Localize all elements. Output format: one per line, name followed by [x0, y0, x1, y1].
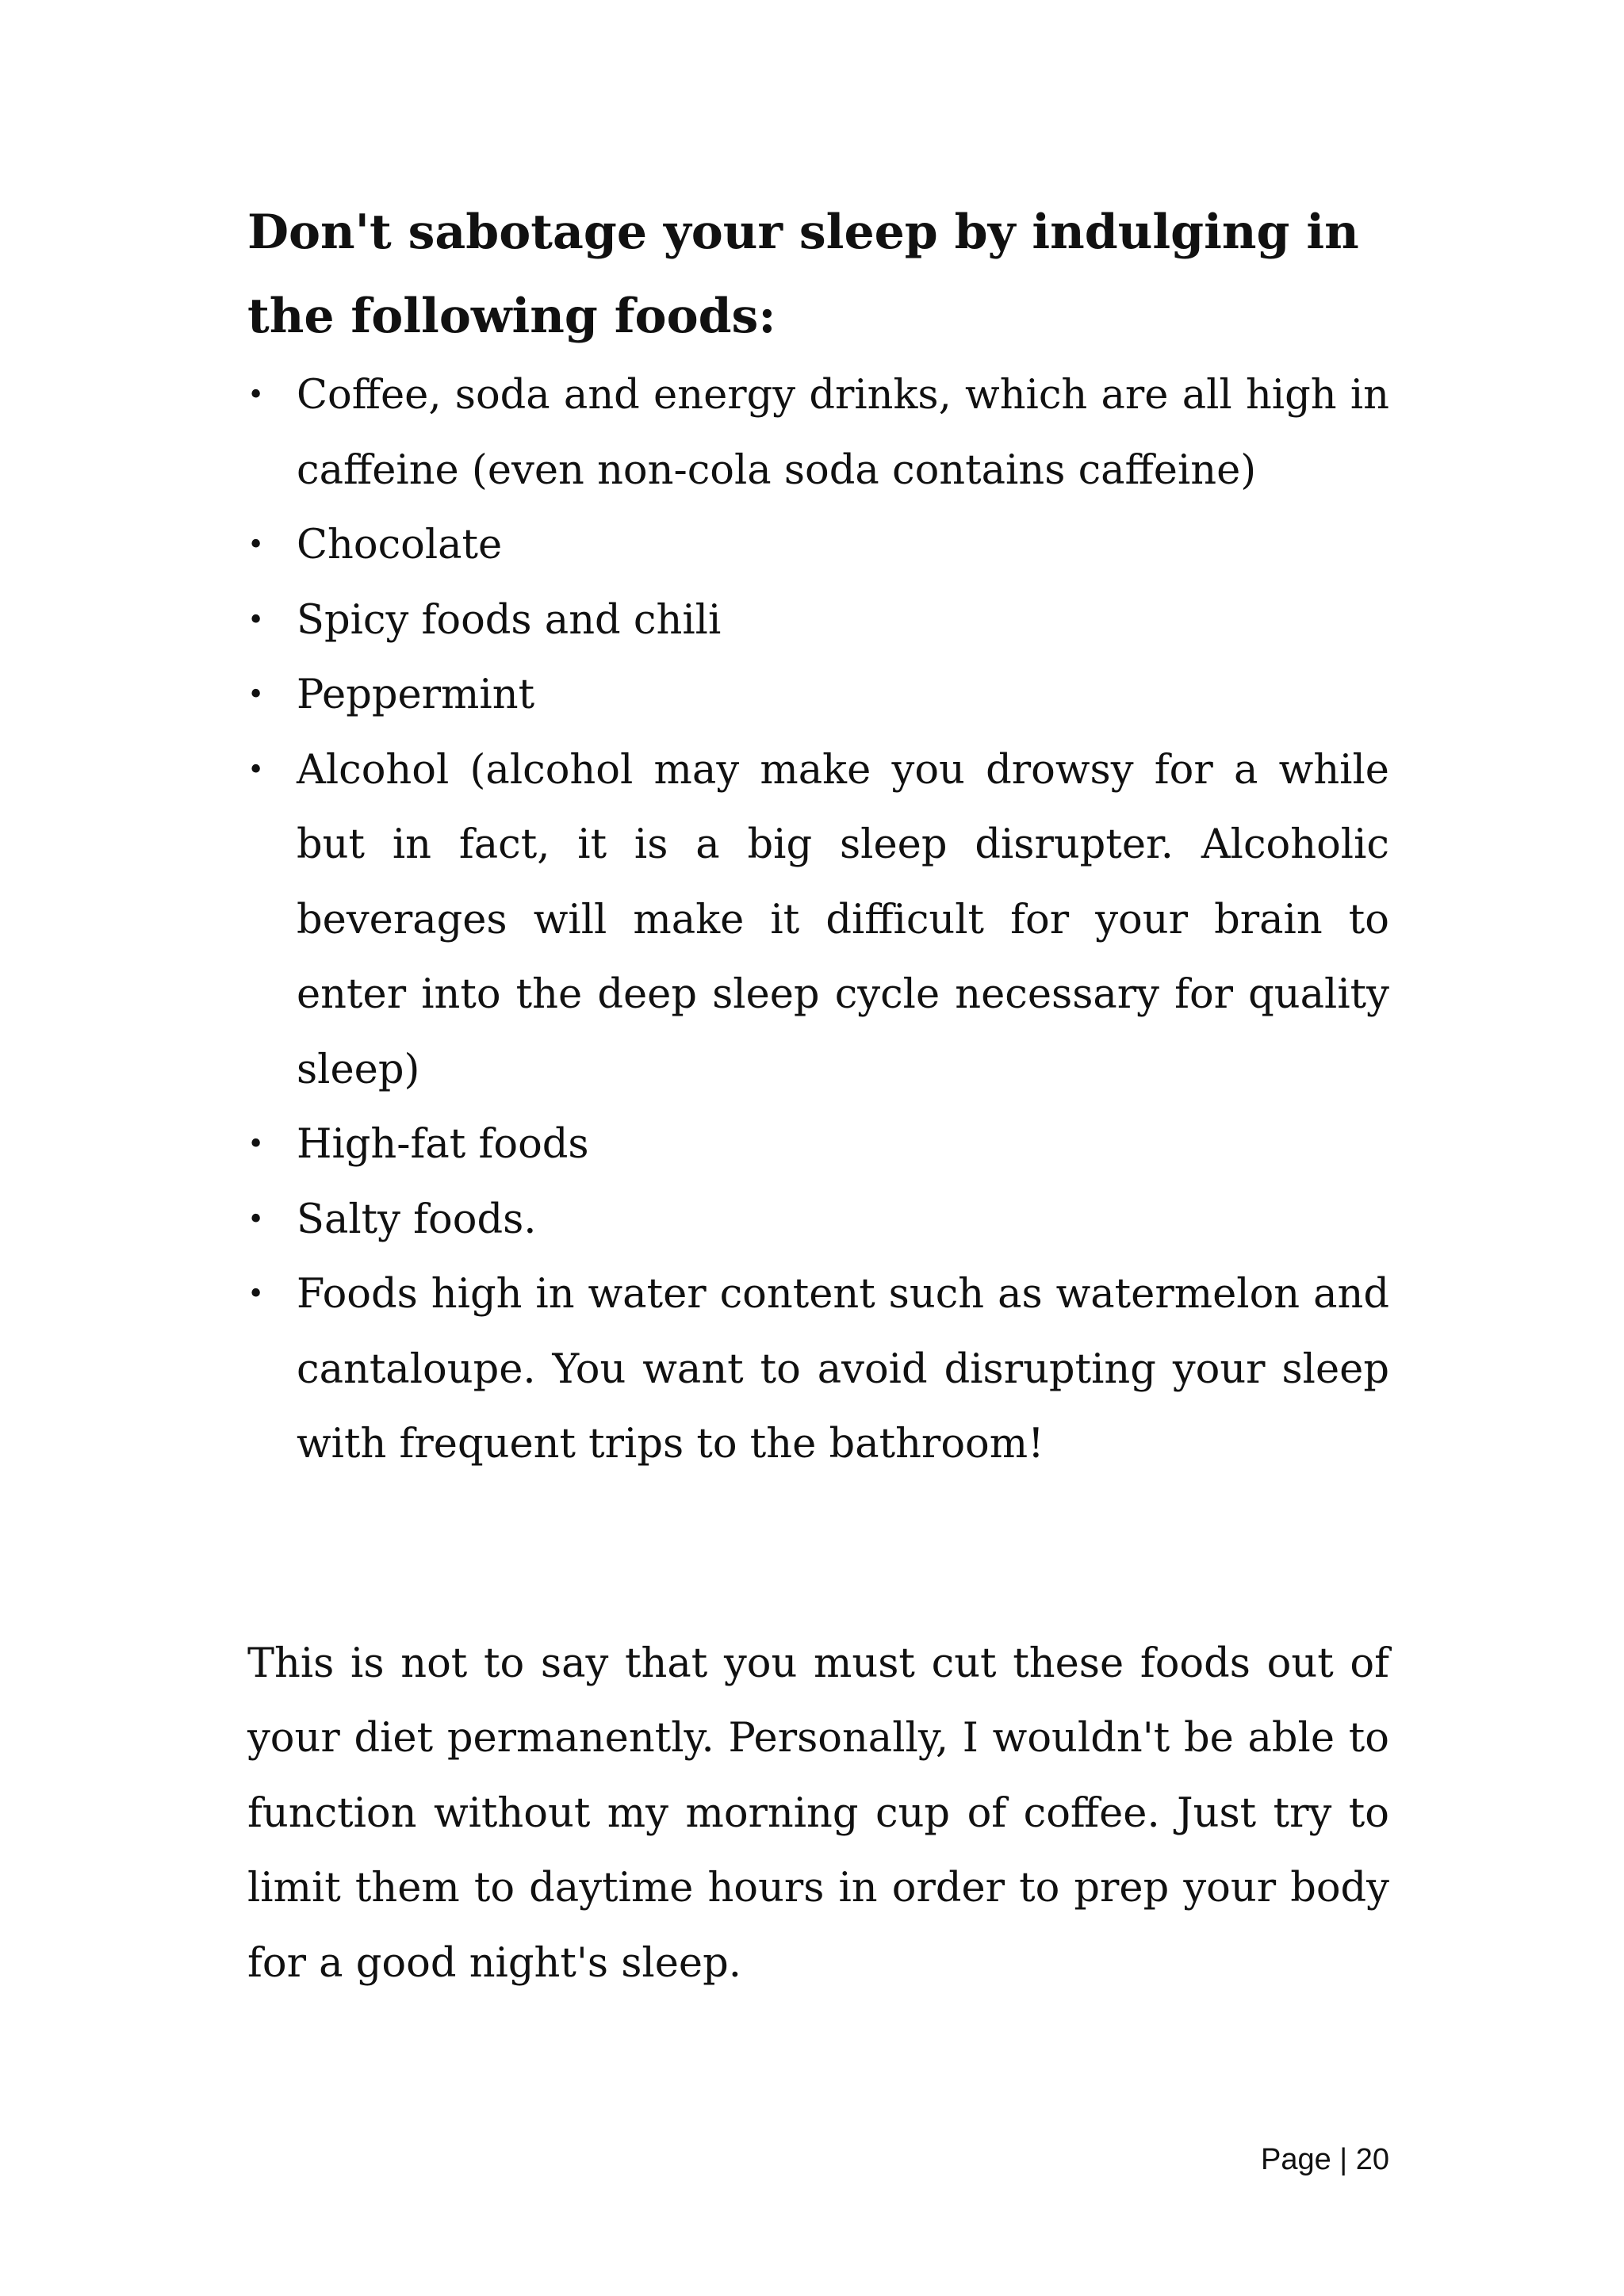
list-item	[247, 1257, 1389, 1483]
list-item-text: Alcohol (alcohol may make you drowsy for a while but in fact, it is a big sleep disrupter. Alcoholic beverages will make it difficult for your brain to enter into the deep sleep cycle necessary for quality sleep)	[297, 746, 1389, 1093]
bullet-icon: •	[247, 1278, 265, 1311]
list-item	[247, 1183, 1389, 1258]
list-item-text: Spicy foods and chili	[297, 596, 722, 644]
list-item	[247, 508, 1389, 584]
bullet-icon: •	[247, 1203, 265, 1236]
list-item	[247, 1108, 1389, 1183]
bullet-icon: •	[247, 529, 265, 561]
section-heading: Don't sabotage your sleep by indulging in the following foods:	[247, 205, 1359, 344]
bullet-icon: •	[247, 1128, 265, 1161]
foods-to-avoid-list	[247, 358, 1389, 1483]
bullet-icon: •	[247, 679, 265, 711]
page-content	[247, 190, 1389, 2001]
bullet-icon: •	[247, 379, 265, 411]
list-item-text: Coffee, soda and energy drinks, which are all high in caffeine (even non-cola soda contains caffeine)	[297, 372, 1389, 494]
list-item	[247, 733, 1389, 1108]
bullet-icon: •	[247, 603, 265, 637]
list-item	[247, 358, 1389, 508]
body-paragraph: This is not to say that you must cut these foods out of your diet permanently. Personally, I wouldn't be able to function without my morning cup of coffee. Just try to limit them to daytime hours in order to prep your body for a good night's sleep.	[247, 1640, 1389, 1987]
list-item	[247, 584, 1389, 659]
page-number: Page | 20	[1260, 2143, 1389, 2176]
list-item-text: Peppermint	[297, 672, 535, 718]
list-item-text: Salty foods.	[297, 1196, 537, 1243]
list-item	[247, 658, 1389, 733]
bullet-icon: •	[247, 753, 265, 786]
list-item-text: High-fat foods	[297, 1121, 589, 1168]
list-item-text: Chocolate	[297, 522, 503, 568]
list-item-text: Foods high in water content such as watermelon and cantaloupe. You want to avoid disrupting your sleep with frequent trips to the bathroom!	[297, 1271, 1389, 1468]
